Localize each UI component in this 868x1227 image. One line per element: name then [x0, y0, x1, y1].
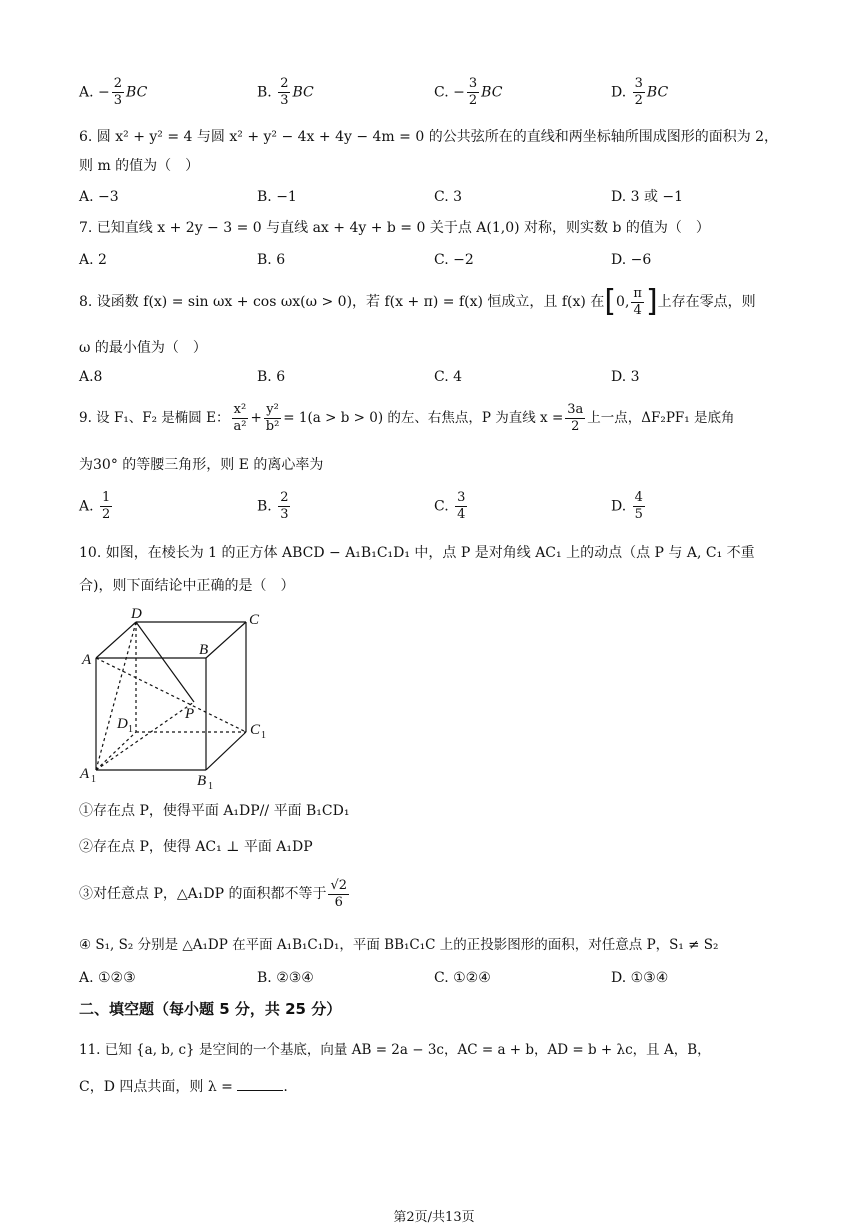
label-c: C	[249, 612, 260, 628]
q7-option-a: A. 2	[79, 252, 107, 268]
q6-option-c: C. 3	[434, 189, 463, 205]
label-c1: C	[250, 722, 261, 738]
q6-option-b: B. −1	[257, 189, 297, 205]
q8-option-d: D. 3	[611, 369, 640, 385]
cube-figure	[76, 602, 276, 794]
q10-stem-line2: 合)，则下面结论中正确的是（ ）	[79, 578, 295, 594]
page-number-footer: 第2页/共13页	[393, 1210, 475, 1225]
q8-option-b: B. 6	[257, 369, 286, 385]
q8-stem: 8. 设函数 f(x) = sin ωx + cos ωx(ω > 0)，若 f(x + π) = f(x) 恒成立，且 f(x) 在[0, $\frac{\pi}{4}$ ]上存在零点，则	[79, 284, 756, 319]
label-b: B	[199, 642, 209, 658]
q9-option-a: A. $\frac{1}{2}$	[79, 490, 111, 522]
q10-option-d: D. ①③④	[611, 970, 669, 986]
q10-statement-4: ④ S₁, S₂ 分别是 △A₁DP 在平面 A₁B₁C₁D₁，平面 BB₁C₁C 上的正投影图形的面积，对任意点 P，S₁ ≠ S₂	[79, 937, 719, 953]
q5-option-a: A. − $\frac{2}{3}$ BC	[79, 76, 148, 108]
edge-a1d1-hidden	[96, 732, 136, 770]
seg-dp	[136, 622, 194, 702]
q6-stem-line2: 则 m 的值为（ ）	[79, 158, 200, 174]
label-d: D	[131, 606, 142, 622]
q11-stem-line2: C，D 四点共面，则 λ = .	[79, 1076, 288, 1097]
q8-option-a: A.8	[79, 369, 103, 385]
q9-option-d: D. $\frac{4}{5}$	[611, 490, 643, 522]
label-p: P	[185, 706, 195, 722]
q9-option-c: C. $\frac{3}{4}$	[434, 490, 466, 522]
q7-option-b: B. 6	[257, 252, 286, 268]
q5-option-c: C. − $\frac{3}{2}$ BC	[434, 76, 503, 108]
q10-option-b: B. ②③④	[257, 970, 314, 986]
label-d1: D	[117, 716, 128, 732]
q7-stem: 7. 已知直线 x + 2y − 3 = 0 与直线 ax + 4y + b = 0 关于点 A(1,0) 对称，则实数 b 的值为（ ）	[79, 220, 710, 236]
edge-ad	[96, 622, 136, 658]
q7-option-c: C. −2	[434, 252, 474, 268]
q10-stem: 10. 如图，在棱长为 1 的正方体 ABCD − A₁B₁C₁D₁ 中，点 P 是对角线 AC₁ 上的动点（点 P 与 A, C₁ 不重	[79, 545, 755, 561]
edge-b1c1	[206, 732, 246, 770]
q5-option-d: D. $\frac{3}{2}$ BC	[611, 76, 669, 108]
q10-statement-3: ③对任意点 P，△A₁DP 的面积都不等于 $\frac{√2}{6}$	[79, 877, 348, 910]
q11-stem: 11. 已知 {a, b, c} 是空间的一个基底，向量 AB = 2a − 3c，AC = a + b，AD = b + λc，且 A，B，	[79, 1042, 711, 1058]
label-d1-sub: 1	[128, 724, 133, 735]
edge-bc	[206, 622, 246, 658]
q9-stem: 9. 设 F₁、F₂ 是椭圆 E： $\frac{\text{x²}}{\text{a²}}$ + $\frac{\text{y²}}{\text{b²}}$ = 1(a > b > 0) 的左、右焦点，P 为直线 x = $\frac{3a}{2}$ 上一点，ΔF₂PF₁ 是底角	[79, 402, 735, 434]
q9-stem-line2: 为30° 的等腰三角形，则 E 的离心率为	[79, 457, 324, 473]
q8-option-c: C. 4	[434, 369, 463, 385]
q10-statement-1: ①存在点 P，使得平面 A₁DP// 平面 B₁CD₁	[79, 803, 350, 819]
q10-statement-2: ②存在点 P，使得 AC₁ ⊥ 平面 A₁DP	[79, 839, 313, 855]
q7-option-d: D. −6	[611, 252, 652, 268]
label-b1-sub: 1	[208, 781, 213, 792]
q10-option-a: A. ①②③	[79, 970, 136, 986]
label-c1-sub: 1	[261, 730, 266, 741]
label-a: A	[82, 652, 92, 668]
q6-option-d: D. 3 或 −1	[611, 189, 684, 205]
q10-option-c: C. ①②④	[434, 970, 491, 986]
q6-option-a: A. −3	[79, 189, 119, 205]
label-a1-sub: 1	[91, 774, 96, 785]
q5-option-b: B. $\frac{2}{3}$ BC	[257, 76, 314, 108]
q6-stem: 6. 圆 x² + y² = 4 与圆 x² + y² − 4x + 4y − 4m = 0 的公共弦所在的直线和两坐标轴所围成图形的面积为 2，	[79, 129, 779, 145]
q9-option-b: B. $\frac{2}{3}$	[257, 490, 289, 522]
seg-a1p	[96, 702, 194, 770]
section-heading-fill-in: 二、填空题（每小题 5 分，共 25 分）	[79, 1000, 342, 1018]
label-b1: B	[197, 773, 207, 789]
label-a1: A	[80, 766, 90, 782]
q11-answer-blank[interactable]	[237, 1076, 283, 1091]
seg-a1d	[96, 622, 136, 770]
q8-stem-line2: ω 的最小值为（ ）	[79, 340, 207, 356]
